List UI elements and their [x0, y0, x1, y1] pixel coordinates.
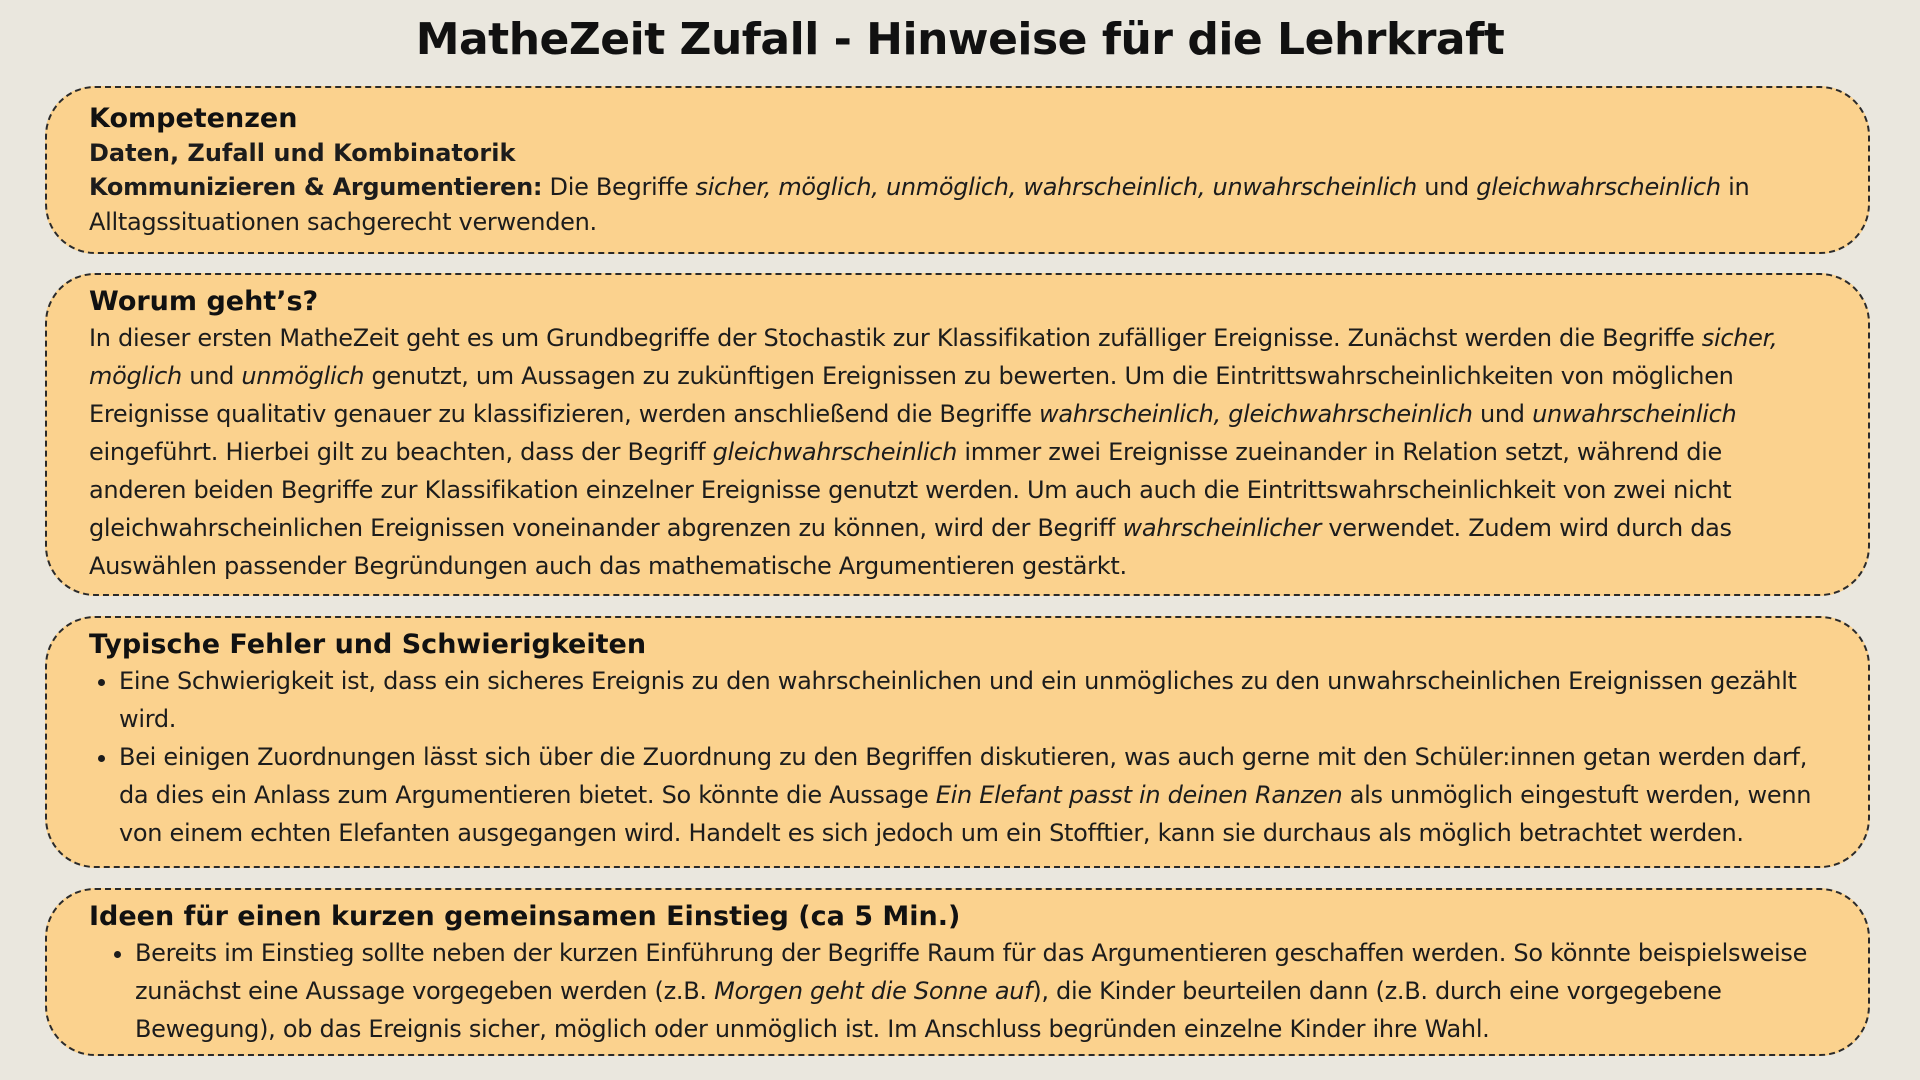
text-run: in Alltagssituationen sachgerecht verwenden.: [89, 173, 1750, 236]
page-title: MatheZeit Zufall - Hinweise für die Lehrkraft: [415, 14, 1505, 65]
section-heading: Worum geht’s?: [89, 286, 319, 317]
section-kompetenzen: [45, 86, 1870, 254]
text-run: Bereits im Einstieg sollte neben der kurzen Einführung der Begriffe Raum für das Argumentieren geschaffen werden. So könnte beispielsweise zunächst eine Aussage vorgegeben werden (z.B.: [135, 939, 1808, 1005]
text-run: als unmöglich eingestuft werden, wenn von einem echten Elefanten ausgegangen wird. Handelt es sich jedoch um ein Stofftier, kann sie durchaus als möglich betrachtet werden.: [119, 781, 1812, 847]
section-text: [89, 319, 1818, 585]
text-emphasis: wahrscheinlicher: [1122, 514, 1322, 542]
text-emphasis: wahrscheinlich, gleichwahrscheinlich: [1039, 400, 1473, 428]
text-run: eingeführt. Hierbei gilt zu beachten, dass der Begriff: [89, 438, 713, 466]
text-run: immer zwei Ereignisse zueinander in Relation setzt, während die anderen beiden Begriffe zur Klassifikation einzelner Ereignisse genutzt werden. Um auch auch die Eintrittswahrscheinlichkeit von zwei nicht gleichwahrscheinlichen Ereignissen voneinander abgrenzen zu können, wird der Begriff: [89, 438, 1732, 542]
text-emphasis: Ein Elefant passt in deinen Ranzen: [935, 781, 1343, 809]
bullet-list: [89, 934, 1818, 1048]
text-run: Die Begriffe: [542, 173, 696, 201]
section-fehler: [45, 616, 1870, 868]
section-text: [89, 170, 1818, 240]
text-run: und: [1416, 173, 1477, 201]
text-emphasis: sicher, möglich: [89, 324, 1778, 390]
text-emphasis: gleichwahrscheinlich: [1476, 173, 1721, 201]
section-ideen: [45, 888, 1870, 1056]
text-emphasis: Morgen geht die Sonne auf: [714, 977, 1033, 1005]
section-heading: Kompetenzen: [89, 103, 298, 134]
list-item: [119, 738, 1818, 852]
list-item: [135, 934, 1818, 1048]
text-run: verwendet. Zudem wird durch das Auswählen passender Begründungen auch das mathematische Argumentieren gestärkt.: [89, 514, 1732, 580]
list-item: • Eine Schwierigkeit ist, dass ein sicheres Ereignis zu den wahrscheinlichen und ein unmögliches zu den unwahrscheinlichen Ereignissen gezählt wird.: [119, 662, 1818, 738]
bullet-list: [89, 662, 1818, 852]
text-emphasis: sicher, möglich, unmöglich, wahrscheinlich, unwahrscheinlich: [695, 173, 1417, 201]
section-heading: Ideen für einen kurzen gemeinsamen Einstieg (ca 5 Min.): [89, 901, 961, 932]
text-label: Kommunizieren & Argumentieren:: [89, 173, 543, 201]
text-emphasis: gleichwahrscheinlich: [712, 438, 958, 466]
section-heading: Typische Fehler und Schwierigkeiten: [89, 629, 647, 660]
section-worum: [45, 273, 1870, 596]
text-run: In dieser ersten MatheZeit geht es um Grundbegriffe der Stochastik zur Klassifikation zufälliger Ereignisse. Zunächst werden die Begriffe: [89, 324, 1702, 352]
text-run: Bei einigen Zuordnungen lässt sich über die Zuordnung zu den Begriffen diskutieren, was auch gerne mit den Schüler:innen getan werden darf, da dies ein Anlass zum Argumentieren bietet. So könnte die Aussage: [119, 743, 1808, 809]
text-run: und: [1472, 400, 1533, 428]
section-subheading: Daten, Zufall und Kombinatorik: [89, 139, 516, 167]
text-run: ), die Kinder beurteilen dann (z.B. durch eine vorgegebene Bewegung), ob das Ereignis sicher, möglich oder unmöglich ist. Im Anschluss begründen einzelne Kinder ihre Wahl.: [135, 977, 1722, 1043]
text-emphasis: unmöglich: [241, 362, 365, 390]
text-run: genutzt, um Aussagen zu zukünftigen Ereignissen zu bewerten. Um die Eintrittswahrscheinlichkeiten von möglichen Ereignisse qualitativ genauer zu klassifizieren, werden anschließend die Begriffe: [89, 362, 1734, 428]
text-run: und: [181, 362, 242, 390]
text-emphasis: unwahrscheinlich: [1532, 400, 1737, 428]
